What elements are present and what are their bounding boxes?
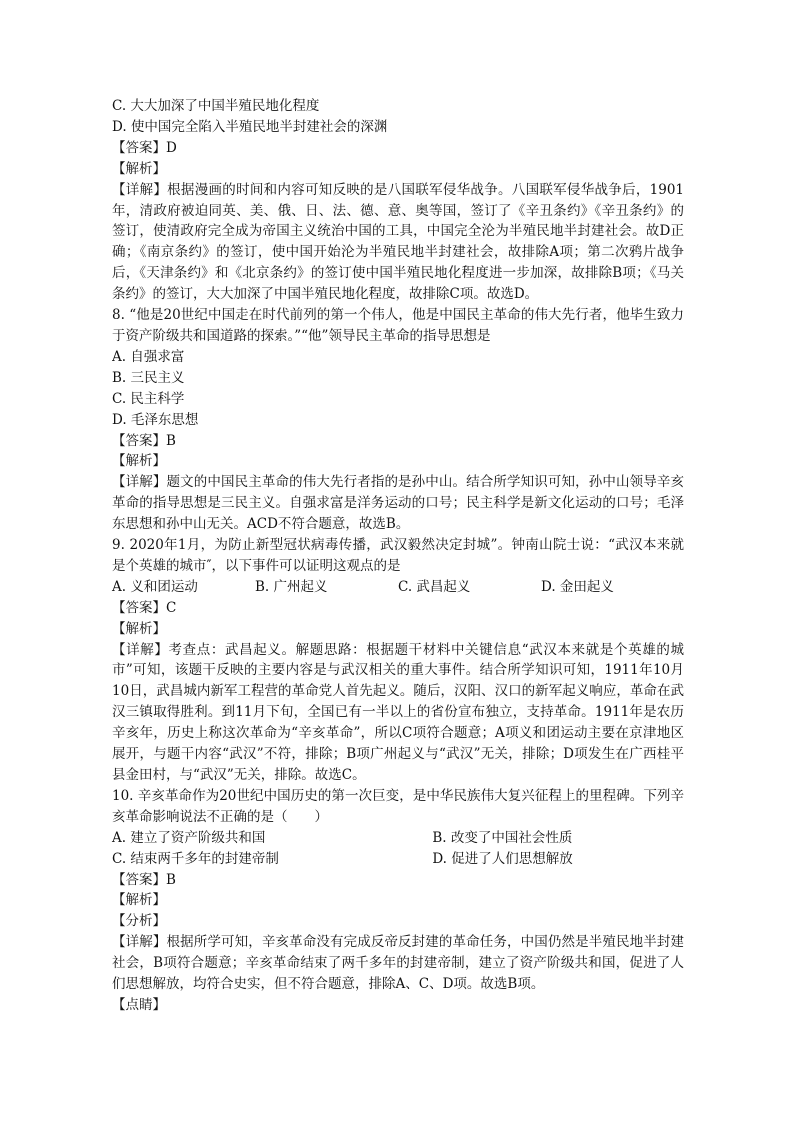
q9-options [112, 577, 684, 598]
q10-detail: 【详解】根据所学可知，辛亥革命没有完成反帝反封建的革命任务，中国仍然是半殖民地半封建社会，B项符合题意；辛亥革命结束了两千多年的封建帝制，建立了资产阶级共和国，促进了人们思想解放，均符合史实，但不符合题意，排除A、C、D项。故选B项。 [112, 934, 684, 993]
document-page [112, 96, 684, 1016]
q10-option-d: D. 促进了人们思想解放 [432, 850, 573, 867]
q9-answer: 【答案】C [112, 599, 177, 616]
q10-point-label: 【点睛】 [112, 996, 166, 1013]
q8-answer: 【答案】B [112, 432, 176, 449]
q7-option-c: C. 大大加深了中国半殖民地化程度 [112, 98, 320, 114]
q10-options-row1 [112, 828, 684, 849]
q8-option-a: A. 自强求富 [112, 348, 185, 365]
q10-option-c: C. 结束两千多年的封建帝制 [112, 850, 279, 867]
q7-option-d: D. 使中国完全陷入半殖民地半封建社会的深渊 [112, 118, 388, 135]
q9-stem: 9. 2020年1月，为防止新型冠状病毒传播，武汉毅然决定封城”。钟南山院士说：“武汉本来就是个英雄的城市″，以下事件可以证明这观点的是 [112, 537, 684, 574]
q9-option-b: B. 广州起义 [255, 578, 328, 595]
q8-option-b: B. 三民主义 [112, 369, 185, 386]
q10-options-row2 [112, 849, 684, 870]
q9-option-a: A. 义和团运动 [112, 578, 198, 595]
q7-detail: 【详解】根据漫画的时间和内容可知反映的是八国联军侵华战争。八国联军侵华战争后，1901年，清政府被迫同英、美、俄、日、法、德、意、奥等国，签订了《辛丑条约》《辛丑条约》的签订，使清政府完全成为帝国主义统治中国的工具，中国完全沦为半殖民地半封建社会。故D正确；《南京条约》的签订，使中国开始沦为半殖民地半封建社会，故排除A项；第二次鸦片战争后，《天津条约》和《北京条约》的签订使中国半殖民地化程度进一步加深，故排除B项；《马关条约》的签订，大大加深了中国半殖民地化程度，故排除C项。故选D。 [112, 181, 684, 303]
q9-option-c: C. 武昌起义 [398, 578, 471, 595]
q10-option-a: A. 建立了资产阶级共和国 [112, 829, 266, 846]
q8-option-d: D. 毛泽东思想 [112, 411, 199, 428]
q9-analysis-label: 【解析】 [112, 620, 166, 637]
q8-option-c: C. 民主科学 [112, 390, 185, 407]
q9-detail: 【详解】考查点：武昌起义。解题思路：根据题干材料中关键信息“武汉本来就是个英雄的城市”可知，该题干反映的主要内容是与武汉相关的重大事件。结合所学知识可知，1911年10月10日，武昌城内新军工程营的革命党人首先起义。随后，汉阳、汉口的新军起义响应，革命在武汉三镇取得胜利。到11月下旬，全国已有一半以上的省份宣布独立，支持革命。1911年是农历辛亥年，历史上称这次革命为“辛亥革命”，所以C项符合题意；A项义和团运动主要在京津地区展开，与题干内容“武汉”不符，排除；B项广州起义与“武汉”无关，排除；D项发生在广西桂平县金田村，与“武汉”无关，排除。故选C。 [112, 641, 684, 783]
q10-stem: 10. 辛亥革命作为20世纪中国历史的第一次巨变，是中华民族伟大复兴征程上的里程碑。下列辛亥革命影响说法不正确的是（ ） [112, 787, 684, 825]
q10-analysis-label: 【解析】 [112, 892, 166, 909]
q10-analysis2-label: 【分析】 [112, 913, 166, 930]
q7-answer: 【答案】D [112, 139, 177, 156]
q8-stem: 8. “他是20世纪中国走在时代前列的第一个伟人，他是中国民主革命的伟大先行者，他毕生致力于资产阶级共和国道路的探索。”“他”领导民主革命的指导思想是 [112, 307, 684, 344]
q8-detail: 【详解】题文的中国民主革命的伟大先行者指的是孙中山。结合所学知识可知，孙中山领导辛亥革命的指导思想是三民主义。自强求富是洋务运动的口号；民主科学是新文化运动的口号；毛泽东思想和孙中山无关。ACD不符合题意，故选B。 [112, 474, 684, 533]
q9-option-d: D. 金田起义 [541, 578, 614, 595]
q10-answer: 【答案】B [112, 871, 176, 888]
q10-option-b: B. 改变了中国社会性质 [432, 829, 573, 846]
q7-analysis-label: 【解析】 [112, 160, 166, 177]
q8-analysis-label: 【解析】 [112, 453, 166, 470]
